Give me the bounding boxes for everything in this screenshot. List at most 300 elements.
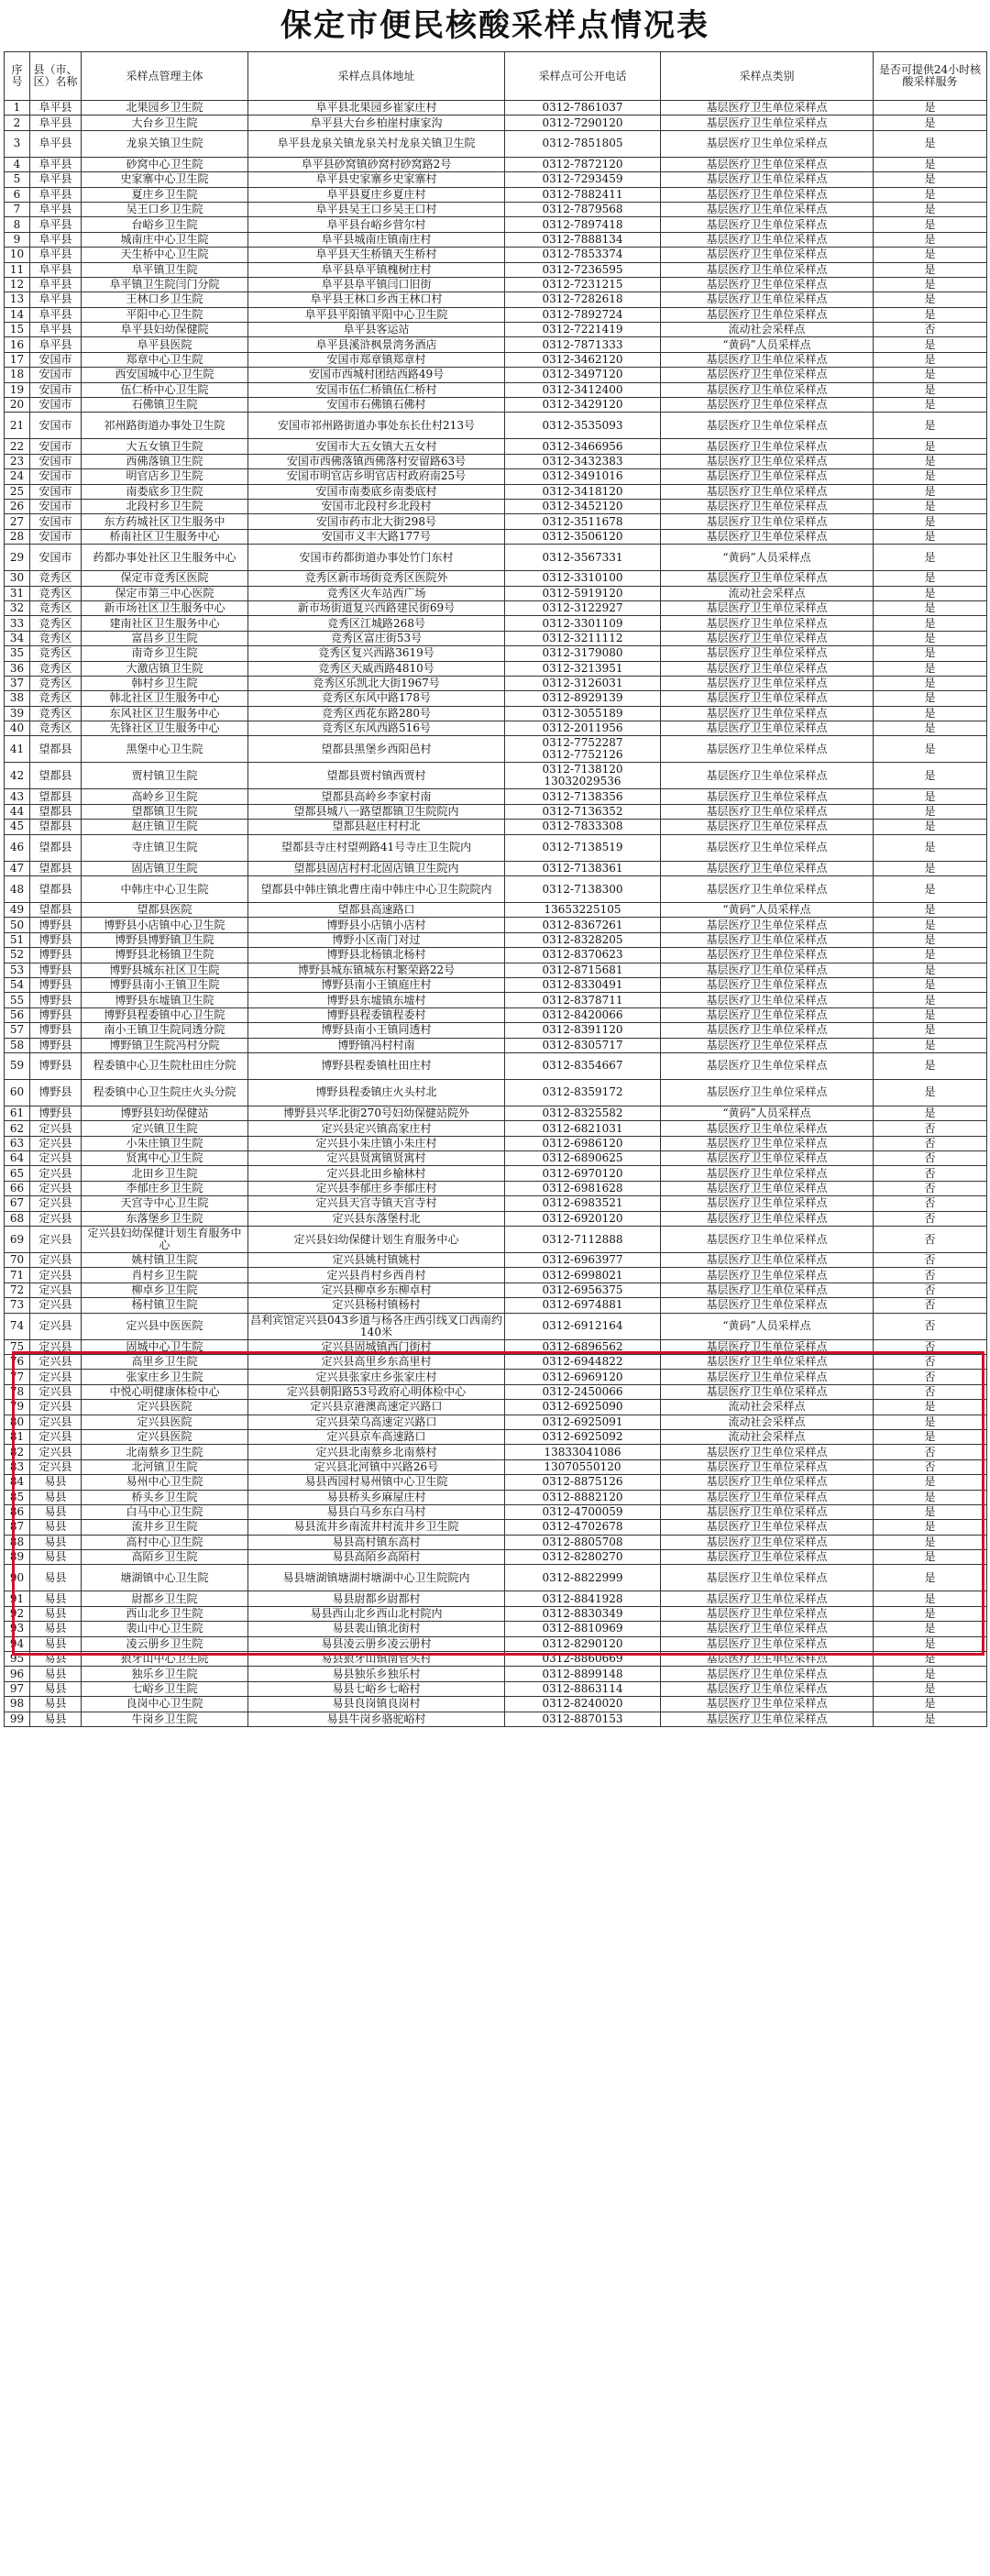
cell-address: 竞秀区东风中路178号 (248, 691, 505, 706)
cell-category: 基层医疗卫生单位采样点 (661, 413, 874, 439)
cell-category: 基层医疗卫生单位采样点 (661, 646, 874, 661)
cell-index: 94 (5, 1636, 30, 1651)
cell-category: “黄码”人员采样点 (661, 903, 874, 918)
table-row (5, 1652, 987, 1667)
cell-address: 阜平县龙泉关镇龙泉关村龙泉关镇卫生院 (248, 130, 505, 157)
cell-category: 基层医疗卫生单位采样点 (661, 352, 874, 367)
cell-index: 85 (5, 1490, 30, 1504)
cell-address: 竞秀区西花东路280号 (248, 706, 505, 721)
cell-category: 基层医疗卫生单位采样点 (661, 1652, 874, 1667)
cell-phone: 0312-8830349 (505, 1606, 661, 1621)
cell-index: 6 (5, 187, 30, 202)
cell-address: 定兴县朝阳路53号政府心明体检中心 (248, 1384, 505, 1399)
cell-address: 阜平县溪浒枫景湾务酒店 (248, 337, 505, 352)
table-row (5, 876, 987, 903)
cell-manager: 祁州路街道办事处卫生院 (82, 413, 248, 439)
cell-county: 定兴县 (30, 1196, 82, 1211)
cell-manager: 桥头乡卫生院 (82, 1490, 248, 1504)
cell-index: 70 (5, 1253, 30, 1268)
cell-county: 博野县 (30, 993, 82, 1007)
cell-24h: 是 (874, 1475, 987, 1490)
cell-category: 基层医疗卫生单位采样点 (661, 307, 874, 322)
cell-phone: 0312-8929139 (505, 691, 661, 706)
cell-24h: 是 (874, 903, 987, 918)
cell-address: 阜平县王林口乡西王林口村 (248, 292, 505, 307)
cell-county: 安国市 (30, 454, 82, 468)
table-row (5, 1520, 987, 1535)
table-row (5, 1298, 987, 1313)
cell-address: 安国市义丰大路177号 (248, 529, 505, 544)
table-row (5, 439, 987, 454)
cell-phone: 0312-8822999 (505, 1565, 661, 1591)
cell-category: 基层医疗卫生单位采样点 (661, 101, 874, 116)
cell-address: 定兴县荣乌高速定兴路口 (248, 1415, 505, 1429)
cell-category: 基层医疗卫生单位采样点 (661, 600, 874, 615)
cell-index: 2 (5, 116, 30, 130)
cell-manager: 黑堡中心卫生院 (82, 736, 248, 763)
cell-24h: 是 (874, 932, 987, 947)
header-row (5, 52, 987, 101)
table-row (5, 101, 987, 116)
cell-index: 89 (5, 1550, 30, 1565)
cell-category: 基层医疗卫生单位采样点 (661, 277, 874, 292)
cell-24h: 是 (874, 116, 987, 130)
table-row (5, 963, 987, 977)
cell-category: 基层医疗卫生单位采样点 (661, 1023, 874, 1038)
table-row (5, 691, 987, 706)
cell-phone: 0312-6896562 (505, 1339, 661, 1354)
cell-24h: 是 (874, 616, 987, 631)
cell-category: 基层医疗卫生单位采样点 (661, 861, 874, 875)
cell-category: 基层医疗卫生单位采样点 (661, 948, 874, 963)
cell-county: 阜平县 (30, 101, 82, 116)
cell-address: 安国市明官店乡明官店村政府南25号 (248, 469, 505, 484)
cell-manager: 尉都乡卫生院 (82, 1591, 248, 1606)
cell-phone: 0312-7871333 (505, 337, 661, 352)
cell-index: 62 (5, 1121, 30, 1136)
cell-category: 基层医疗卫生单位采样点 (661, 876, 874, 903)
cell-manager: 郑章中心卫生院 (82, 352, 248, 367)
cell-county: 博野县 (30, 932, 82, 947)
cell-category: 基层医疗卫生单位采样点 (661, 820, 874, 834)
cell-category: 基层医疗卫生单位采样点 (661, 382, 874, 397)
cell-category: 基层医疗卫生单位采样点 (661, 1007, 874, 1022)
cell-index: 60 (5, 1079, 30, 1106)
cell-24h: 是 (874, 514, 987, 529)
cell-category: 流动社会采样点 (661, 1429, 874, 1444)
table-row (5, 1121, 987, 1136)
cell-category: 基层医疗卫生单位采样点 (661, 736, 874, 763)
table-row (5, 1490, 987, 1504)
table-row (5, 616, 987, 631)
cell-index: 32 (5, 600, 30, 615)
cell-index: 53 (5, 963, 30, 977)
cell-manager: 博野县妇幼保健站 (82, 1106, 248, 1120)
table-row (5, 1550, 987, 1565)
cell-index: 10 (5, 248, 30, 262)
cell-category: 基层医疗卫生单位采样点 (661, 529, 874, 544)
cell-address: 定兴县天宫寺镇天宫寺村 (248, 1196, 505, 1211)
cell-category: 基层医疗卫生单位采样点 (661, 469, 874, 484)
cell-index: 61 (5, 1106, 30, 1120)
cell-address: 博野县程委镇庄火头村北 (248, 1079, 505, 1106)
cell-phone: 0312-3301109 (505, 616, 661, 631)
cell-24h: 是 (874, 413, 987, 439)
cell-index: 47 (5, 861, 30, 875)
cell-category: 基层医疗卫生单位采样点 (661, 1622, 874, 1636)
cell-category: 基层医疗卫生单位采样点 (661, 1052, 874, 1079)
cell-index: 52 (5, 948, 30, 963)
cell-index: 8 (5, 217, 30, 232)
table-row (5, 600, 987, 615)
cell-phone: 0312-7136352 (505, 804, 661, 819)
cell-address: 易县白马乡东白马村 (248, 1504, 505, 1519)
cell-phone: 0312-6821031 (505, 1121, 661, 1136)
cell-county: 安国市 (30, 368, 82, 382)
cell-manager: 龙泉关镇卫生院 (82, 130, 248, 157)
cell-phone: 0312-6920120 (505, 1211, 661, 1226)
cell-24h: 否 (874, 1196, 987, 1211)
cell-phone: 0312-8325582 (505, 1106, 661, 1120)
col-county: 县（市、区）名称 (30, 52, 82, 101)
cell-category: 基层医疗卫生单位采样点 (661, 676, 874, 690)
cell-index: 88 (5, 1535, 30, 1549)
cell-phone: 0312-7897418 (505, 217, 661, 232)
cell-24h: 否 (874, 1282, 987, 1297)
cell-24h: 否 (874, 1136, 987, 1150)
cell-category: 基层医疗卫生单位采样点 (661, 130, 874, 157)
cell-index: 86 (5, 1504, 30, 1519)
cell-24h: 否 (874, 1268, 987, 1282)
cell-index: 15 (5, 323, 30, 337)
cell-phone: 0312-8354667 (505, 1052, 661, 1079)
cell-index: 56 (5, 1007, 30, 1022)
cell-24h: 否 (874, 1370, 987, 1384)
cell-24h: 是 (874, 789, 987, 804)
cell-address: 安国市南娄底乡南娄底村 (248, 484, 505, 499)
cell-index: 14 (5, 307, 30, 322)
cell-address: 博野县东墟镇东墟村 (248, 993, 505, 1007)
cell-manager: 赵庄镇卫生院 (82, 820, 248, 834)
cell-phone: 0312-8882120 (505, 1490, 661, 1504)
col-phone: 采样点可公开电话 (505, 52, 661, 101)
cell-address: 安国市郑章镇郑章村 (248, 352, 505, 367)
cell-address: 安国市伍仁桥镇伍仁桥村 (248, 382, 505, 397)
cell-index: 31 (5, 586, 30, 600)
cell-category: 基层医疗卫生单位采样点 (661, 217, 874, 232)
cell-county: 易县 (30, 1565, 82, 1591)
cell-manager: 夏庄乡卫生院 (82, 187, 248, 202)
cell-index: 68 (5, 1211, 30, 1226)
cell-phone: 0312-7293459 (505, 172, 661, 187)
cell-manager: 寺庄镇卫生院 (82, 834, 248, 861)
cell-county: 易县 (30, 1622, 82, 1636)
cell-address: 望都县赵庄村村北 (248, 820, 505, 834)
cell-category: 基层医疗卫生单位采样点 (661, 1181, 874, 1195)
cell-category: 基层医疗卫生单位采样点 (661, 1445, 874, 1459)
cell-index: 46 (5, 834, 30, 861)
cell-index: 67 (5, 1196, 30, 1211)
cell-manager: 望都镇卫生院 (82, 804, 248, 819)
cell-address: 博野县程委镇程委村 (248, 1007, 505, 1022)
cell-phone: 0312-7851805 (505, 130, 661, 157)
table-row (5, 861, 987, 875)
cell-category: 基层医疗卫生单位采样点 (661, 202, 874, 216)
cell-address: 定兴县李郁庄乡李郁庄村 (248, 1181, 505, 1195)
cell-phone: 0312-3497120 (505, 368, 661, 382)
cell-category: 基层医疗卫生单位采样点 (661, 691, 874, 706)
cell-phone: 0312-2011956 (505, 721, 661, 736)
cell-address: 望都县城八一路望都镇卫生院院内 (248, 804, 505, 819)
cell-phone: 0312-6969120 (505, 1370, 661, 1384)
table-row (5, 1445, 987, 1459)
cell-phone: 0312-8899148 (505, 1667, 661, 1681)
cell-address: 安国市西城村团结西路49号 (248, 368, 505, 382)
cell-24h: 是 (874, 1023, 987, 1038)
cell-county: 安国市 (30, 514, 82, 529)
cell-county: 安国市 (30, 469, 82, 484)
cell-address: 易县七峪乡七峪村 (248, 1681, 505, 1696)
cell-manager: 中悦心明健康体检中心 (82, 1384, 248, 1399)
table-row (5, 763, 987, 789)
cell-category: 基层医疗卫生单位采样点 (661, 1253, 874, 1268)
table-row (5, 1196, 987, 1211)
col-manager: 采样点管理主体 (82, 52, 248, 101)
cell-address: 易县牛岗乡骆驼峪村 (248, 1712, 505, 1726)
cell-index: 84 (5, 1475, 30, 1490)
cell-manager: 东风社区卫生服务中心 (82, 706, 248, 721)
cell-county: 阜平县 (30, 217, 82, 232)
cell-address: 竞秀区复兴西路3619号 (248, 646, 505, 661)
cell-county: 竞秀区 (30, 661, 82, 676)
cell-manager: 凌云册乡卫生院 (82, 1636, 248, 1651)
cell-category: “黄码”人员采样点 (661, 1106, 874, 1120)
table-row (5, 1400, 987, 1415)
cell-category: 基层医疗卫生单位采样点 (661, 1550, 874, 1565)
cell-county: 望都县 (30, 804, 82, 819)
cell-24h: 是 (874, 1606, 987, 1621)
table-row (5, 1504, 987, 1519)
cell-index: 38 (5, 691, 30, 706)
cell-phone: 0312-6986120 (505, 1136, 661, 1150)
cell-manager: 定兴镇卫生院 (82, 1121, 248, 1136)
table-row (5, 398, 987, 413)
cell-category: 流动社会采样点 (661, 586, 874, 600)
table-row (5, 454, 987, 468)
cell-address: 新市场街道复兴西路建民街69号 (248, 600, 505, 615)
cell-index: 23 (5, 454, 30, 468)
cell-phone: 0312-3462120 (505, 352, 661, 367)
table-row (5, 1697, 987, 1712)
cell-county: 易县 (30, 1591, 82, 1606)
cell-phone: 0312-7282618 (505, 292, 661, 307)
table-row (5, 1384, 987, 1399)
cell-index: 36 (5, 661, 30, 676)
cell-manager: 王林口乡卫生院 (82, 292, 248, 307)
cell-address: 竞秀区东风西路516号 (248, 721, 505, 736)
cell-phone: 0312-3432383 (505, 454, 661, 468)
cell-24h: 是 (874, 382, 987, 397)
cell-address: 定兴县京港澳高速定兴路口 (248, 1400, 505, 1415)
cell-24h: 是 (874, 977, 987, 992)
cell-24h: 否 (874, 1151, 987, 1166)
table-row (5, 262, 987, 277)
cell-county: 博野县 (30, 1007, 82, 1022)
cell-24h: 否 (874, 1253, 987, 1268)
cell-county: 易县 (30, 1490, 82, 1504)
cell-county: 定兴县 (30, 1121, 82, 1136)
cell-24h: 是 (874, 157, 987, 171)
table-row (5, 1181, 987, 1195)
cell-category: 基层医疗卫生单位采样点 (661, 1038, 874, 1052)
cell-manager: 博野县程委镇中心卫生院 (82, 1007, 248, 1022)
cell-category: 基层医疗卫生单位采样点 (661, 1681, 874, 1696)
cell-county: 易县 (30, 1636, 82, 1651)
cell-manager: 北田乡卫生院 (82, 1166, 248, 1181)
cell-county: 竞秀区 (30, 571, 82, 586)
table-row (5, 469, 987, 484)
cell-county: 竞秀区 (30, 586, 82, 600)
cell-phone: 0312-6944822 (505, 1355, 661, 1370)
cell-category: 基层医疗卫生单位采样点 (661, 1490, 874, 1504)
cell-manager: 固店镇卫生院 (82, 861, 248, 875)
cell-address: 定兴县张家庄乡张家庄村 (248, 1370, 505, 1384)
cell-24h: 是 (874, 736, 987, 763)
cell-county: 望都县 (30, 861, 82, 875)
cell-address: 望都县贾村镇西贾村 (248, 763, 505, 789)
cell-24h: 是 (874, 993, 987, 1007)
cell-manager: 东落堡乡卫生院 (82, 1211, 248, 1226)
cell-manager: 贾村镇卫生院 (82, 763, 248, 789)
cell-address: 安国市西佛落镇西佛落村安留路63号 (248, 454, 505, 468)
cell-phone: 0312-6963977 (505, 1253, 661, 1268)
cell-county: 阜平县 (30, 337, 82, 352)
table-row (5, 116, 987, 130)
table-row (5, 1339, 987, 1354)
cell-24h: 否 (874, 1459, 987, 1474)
cell-manager: 北河镇卫生院 (82, 1459, 248, 1474)
cell-category: 基层医疗卫生单位采样点 (661, 616, 874, 631)
cell-phone: 0312-3567331 (505, 545, 661, 571)
cell-phone: 0312-8870153 (505, 1712, 661, 1726)
cell-manager: 南奇乡卫生院 (82, 646, 248, 661)
cell-address: 定兴县肖村乡西肖村 (248, 1268, 505, 1282)
table-row (5, 903, 987, 918)
cell-index: 64 (5, 1151, 30, 1166)
cell-address: 阜平县阜平镇闫口旧街 (248, 277, 505, 292)
cell-24h: 是 (874, 352, 987, 367)
cell-county: 望都县 (30, 789, 82, 804)
table-row (5, 1459, 987, 1474)
cell-address: 易县良岗镇良岗村 (248, 1697, 505, 1712)
cell-24h: 是 (874, 484, 987, 499)
cell-index: 74 (5, 1313, 30, 1339)
cell-category: 基层医疗卫生单位采样点 (661, 292, 874, 307)
cell-24h: 是 (874, 398, 987, 413)
cell-county: 易县 (30, 1652, 82, 1667)
cell-category: 基层医疗卫生单位采样点 (661, 1606, 874, 1621)
cell-manager: 博野县博野镇卫生院 (82, 932, 248, 947)
table-row (5, 382, 987, 397)
cell-manager: 砂窝中心卫生院 (82, 157, 248, 171)
cell-index: 59 (5, 1052, 30, 1079)
table-row (5, 1681, 987, 1696)
table-row (5, 1535, 987, 1549)
table-row (5, 1667, 987, 1681)
cell-phone: 0312-7231215 (505, 277, 661, 292)
cell-24h: 否 (874, 1313, 987, 1339)
cell-index: 90 (5, 1565, 30, 1591)
table-row (5, 977, 987, 992)
table-row (5, 277, 987, 292)
cell-manager: 裴山中心卫生院 (82, 1622, 248, 1636)
table-row (5, 918, 987, 932)
cell-index: 37 (5, 676, 30, 690)
cell-county: 竞秀区 (30, 676, 82, 690)
cell-category: 基层医疗卫生单位采样点 (661, 1384, 874, 1399)
cell-phone: 0312-7853374 (505, 248, 661, 262)
cell-phone: 0312-6925092 (505, 1429, 661, 1444)
cell-category: 基层医疗卫生单位采样点 (661, 631, 874, 645)
table-row (5, 352, 987, 367)
cell-county: 易县 (30, 1550, 82, 1565)
cell-category: 基层医疗卫生单位采样点 (661, 157, 874, 171)
cell-county: 阜平县 (30, 307, 82, 322)
cell-24h: 是 (874, 1415, 987, 1429)
cell-category: 基层医疗卫生单位采样点 (661, 1136, 874, 1150)
cell-manager: 阜平镇卫生院 (82, 262, 248, 277)
cell-phone: 0312-3418120 (505, 484, 661, 499)
cell-address: 易县塘湖镇塘湖村塘湖中心卫生院院内 (248, 1565, 505, 1591)
cell-index: 4 (5, 157, 30, 171)
cell-index: 63 (5, 1136, 30, 1150)
cell-address: 竞秀区江城路268号 (248, 616, 505, 631)
cell-address: 易县西山北乡西山北村院内 (248, 1606, 505, 1621)
cell-phone: 0312-8805708 (505, 1535, 661, 1549)
cell-address: 望都县高岭乡李家村南 (248, 789, 505, 804)
cell-index: 19 (5, 382, 30, 397)
cell-phone: 0312-3412400 (505, 382, 661, 397)
cell-manager: 北段村乡卫生院 (82, 499, 248, 513)
cell-address: 定兴县定兴镇高家庄村 (248, 1121, 505, 1136)
cell-24h: 是 (874, 292, 987, 307)
cell-index: 11 (5, 262, 30, 277)
table-row (5, 646, 987, 661)
cell-index: 39 (5, 706, 30, 721)
cell-manager: 定兴县医院 (82, 1415, 248, 1429)
cell-index: 16 (5, 337, 30, 352)
cell-manager: 独乐乡卫生院 (82, 1667, 248, 1681)
cell-manager: 杨村镇卫生院 (82, 1298, 248, 1313)
table-row (5, 157, 987, 171)
cell-address: 望都县高速路口 (248, 903, 505, 918)
cell-county: 博野县 (30, 918, 82, 932)
cell-manager: 贤寓中心卫生院 (82, 1151, 248, 1166)
cell-manager: 南小王镇卫生院同透分院 (82, 1023, 248, 1038)
cell-category: 基层医疗卫生单位采样点 (661, 484, 874, 499)
cell-manager: 定兴县妇幼保健计划生育服务中心 (82, 1227, 248, 1253)
cell-address: 竞秀区新市场街竞秀区医院外 (248, 571, 505, 586)
cell-category: 基层医疗卫生单位采样点 (661, 262, 874, 277)
cell-24h: 是 (874, 600, 987, 615)
cell-24h: 是 (874, 1535, 987, 1549)
table-row (5, 217, 987, 232)
table-row (5, 1151, 987, 1166)
cell-24h: 是 (874, 1079, 987, 1106)
cell-county: 安国市 (30, 545, 82, 571)
cell-manager: 定兴县医院 (82, 1400, 248, 1415)
cell-index: 65 (5, 1166, 30, 1181)
